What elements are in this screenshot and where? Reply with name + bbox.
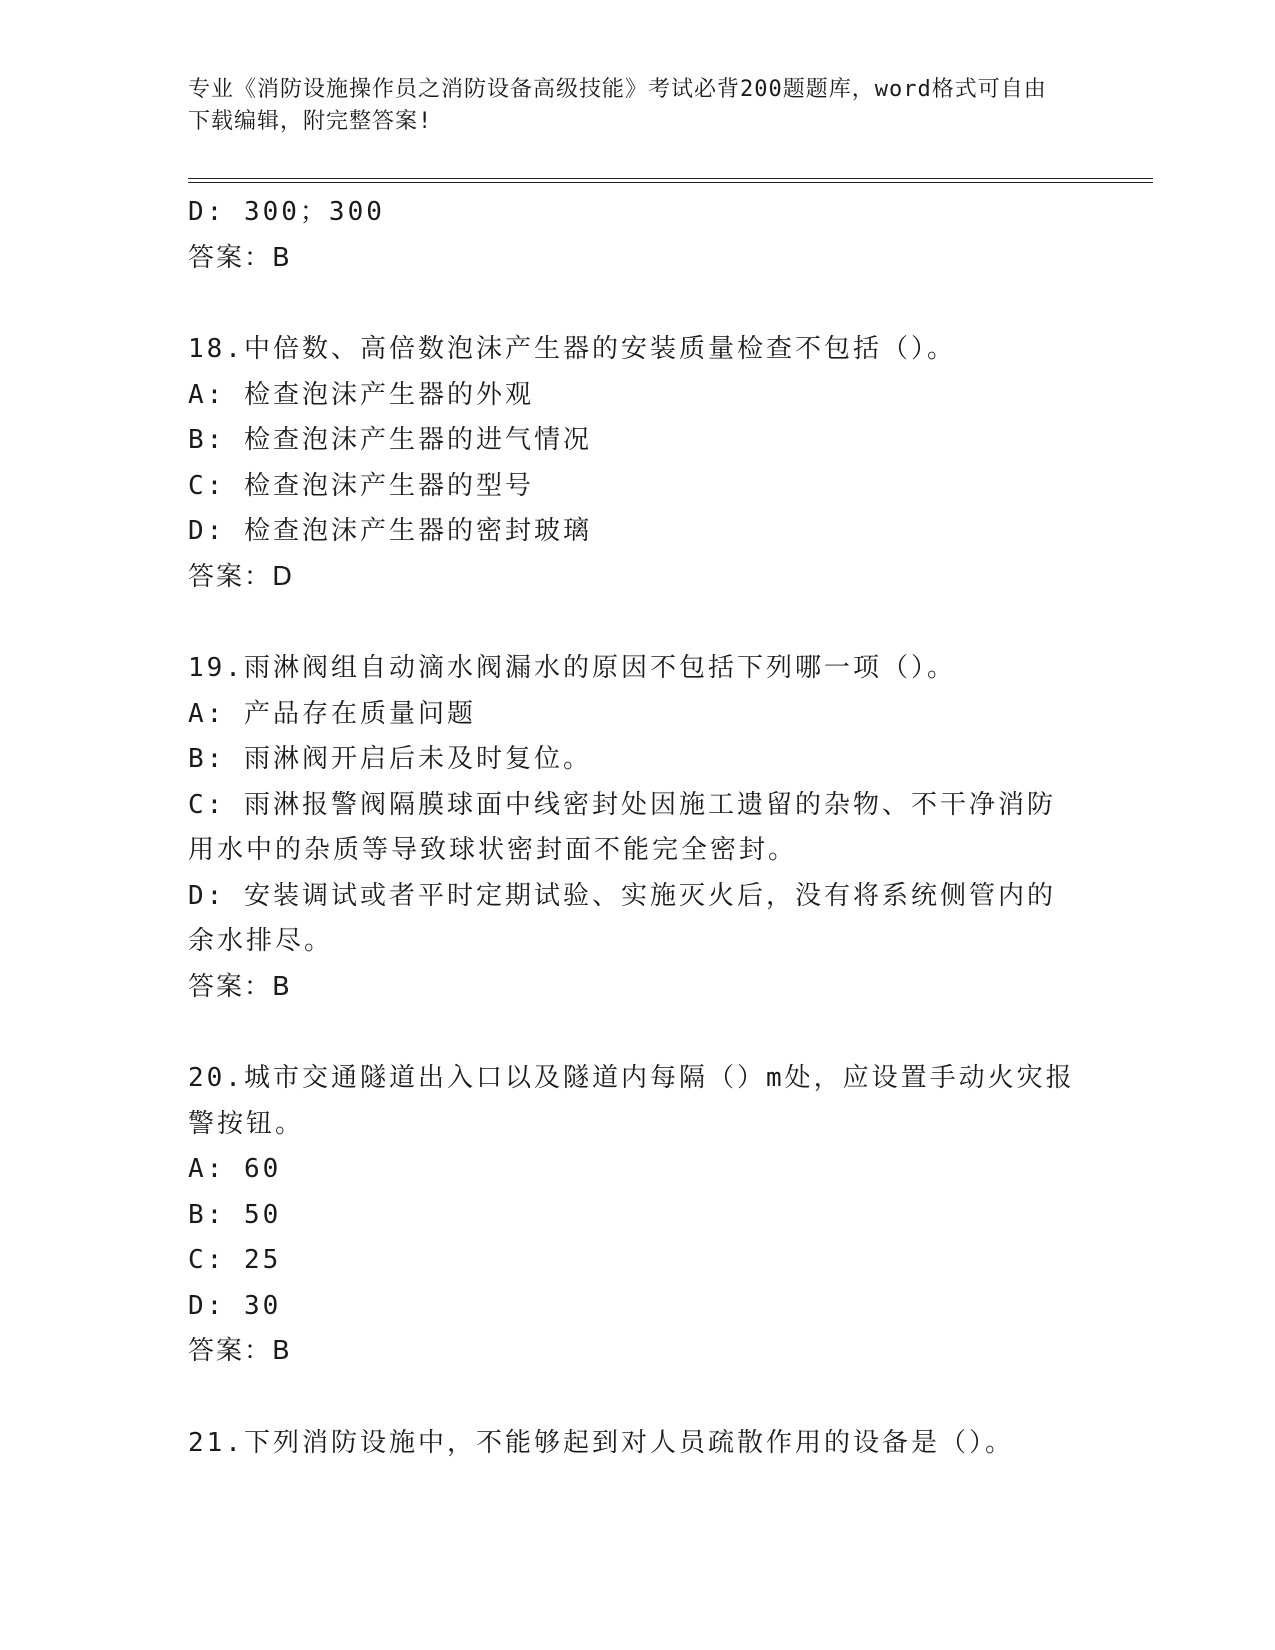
q20-stem: 20.城市交通隧道出入口以及隧道内每隔（）m处，应设置手动火灾报警按钮。 xyxy=(188,1063,1075,1139)
q18-option-d: D: 检查泡沫产生器的密封玻璃 xyxy=(188,516,592,546)
q20-option-b: B: 50 xyxy=(188,1199,282,1230)
q18-option-c: C: 检查泡沫产生器的型号 xyxy=(188,470,534,501)
document-header-title: 专业《消防设施操作员之消防设备高级技能》考试必背200题题库，word格式可自由下载编辑，附完整答案! xyxy=(188,77,1047,134)
header-divider-top xyxy=(188,178,1153,179)
q18-answer: 答案：D xyxy=(188,561,295,592)
q17-option-d: D: 300；300 xyxy=(188,197,385,227)
q19-answer: 答案：B xyxy=(188,971,292,1002)
spacer xyxy=(188,1010,1078,1056)
q18-stem: 18.中倍数、高倍数泡沫产生器的安装质量检查不包括（）。 xyxy=(188,334,956,364)
spacer xyxy=(188,1375,1078,1421)
spacer xyxy=(188,281,1078,327)
q19-option-b: B: 雨淋阀开启后未及时复位。 xyxy=(188,744,592,774)
q20-option-c: C: 25 xyxy=(188,1245,282,1275)
q19-option-a: A: 产品存在质量问题 xyxy=(188,698,476,729)
q20-option-a: A: 60 xyxy=(188,1154,282,1184)
q17-answer: 答案：B xyxy=(188,242,292,273)
q20-answer: 答案：B xyxy=(188,1336,292,1366)
spacer xyxy=(188,600,1078,646)
header-divider-bottom xyxy=(188,182,1153,183)
q19-option-c: C: 雨淋报警阀隔膜球面中线密封处因施工遗留的杂物、不干净消防用水中的杂质等导致球状密封面不能完全密封。 xyxy=(188,789,1056,865)
q21-stem: 21.下列消防设施中，不能够起到对人员疏散作用的设备是（）。 xyxy=(188,1427,1014,1458)
q19-stem: 19.雨淋阀组自动滴水阀漏水的原因不包括下列哪一项（）。 xyxy=(188,653,956,683)
q18-option-b: B: 检查泡沫产生器的进气情况 xyxy=(188,425,592,455)
question-list xyxy=(188,190,1078,1466)
q19-option-d: D: 安装调试或者平时定期试验、实施灭火后，没有将系统侧管内的余水排尽。 xyxy=(188,880,1056,956)
q20-option-d: D: 30 xyxy=(188,1290,282,1321)
q18-option-a: A: 检查泡沫产生器的外观 xyxy=(188,379,534,410)
